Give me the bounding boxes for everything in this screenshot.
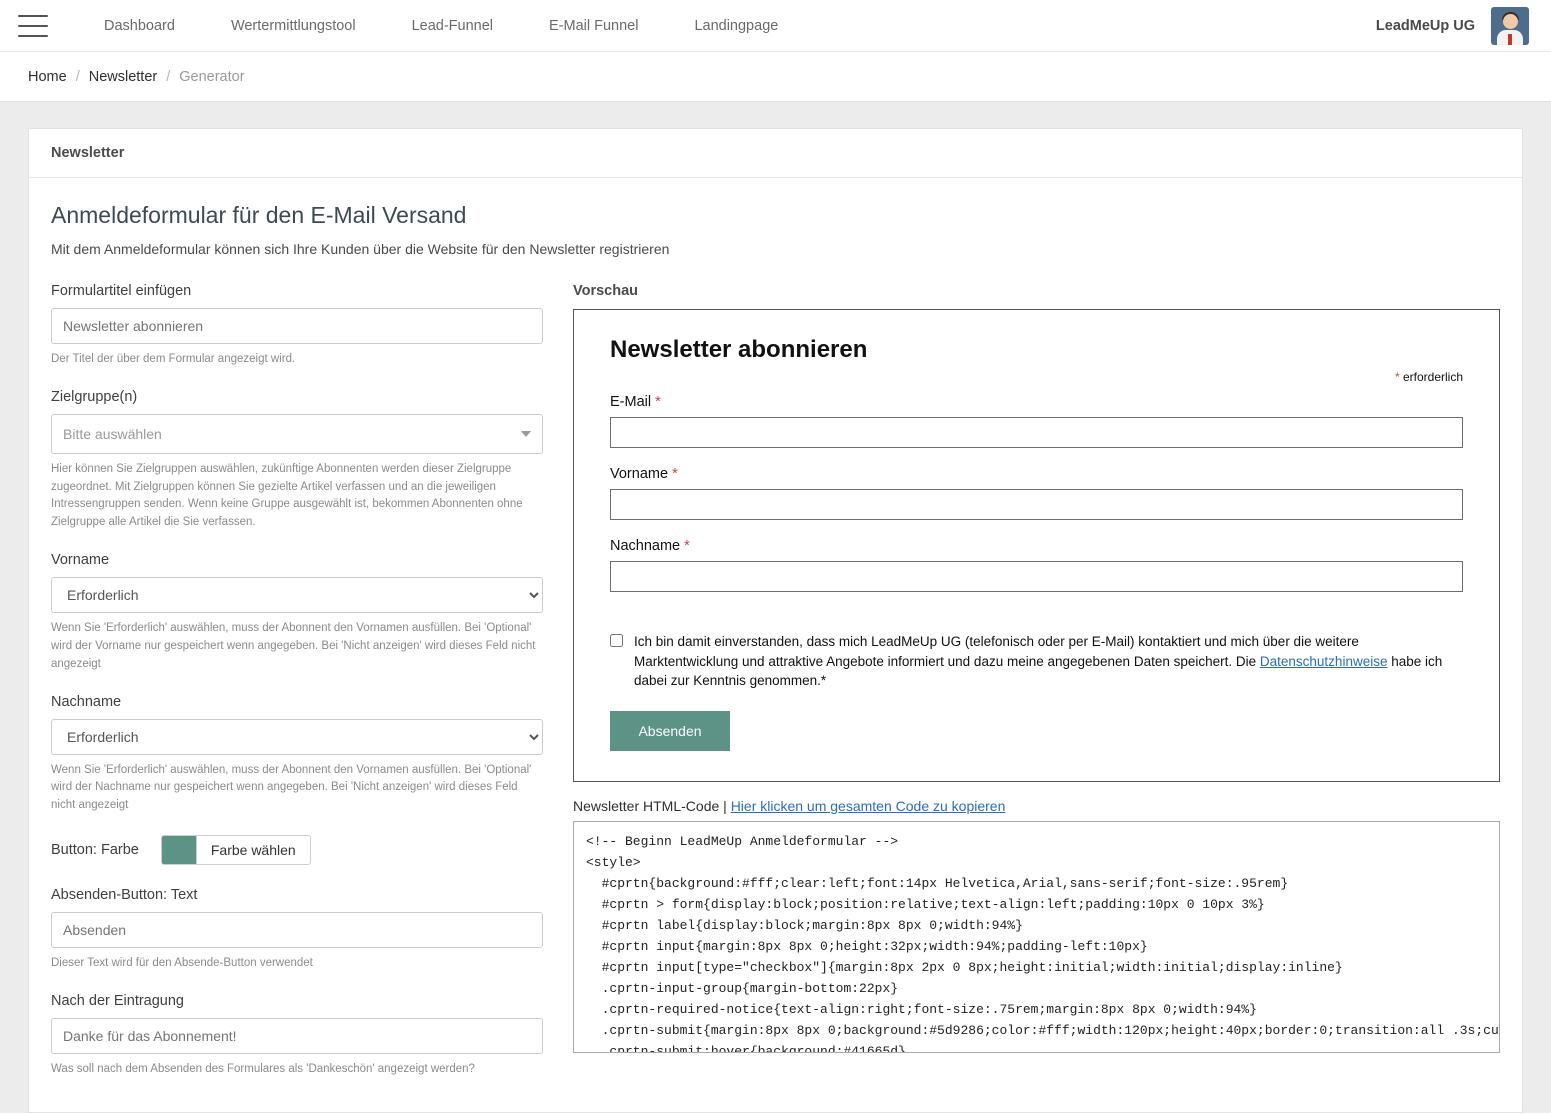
preview-firstname-input[interactable] bbox=[610, 489, 1463, 520]
hamburger-line bbox=[18, 35, 48, 37]
breadcrumb-separator: / bbox=[166, 68, 171, 85]
nav-item-landingpage[interactable]: Landingpage bbox=[694, 17, 779, 34]
preview-lastname-label-text: Nachname bbox=[610, 538, 681, 554]
form-title-label: Formulartitel einfügen bbox=[51, 283, 192, 299]
top-navigation-bar bbox=[0, 0, 1551, 52]
copy-code-link[interactable]: Hier klicken um gesamten Code zu kopieren bbox=[730, 797, 1006, 814]
preview-firstname-label-text: Vorname bbox=[610, 466, 669, 482]
settings-column bbox=[51, 283, 543, 1099]
submit-text-label: Absenden-Button: Text bbox=[51, 886, 198, 903]
firstname-select[interactable] bbox=[51, 577, 543, 613]
nav-item-lead-funnel[interactable]: Lead-Funnel bbox=[411, 17, 493, 34]
card-header: Newsletter bbox=[29, 129, 1522, 178]
breadcrumb bbox=[0, 52, 1551, 102]
lastname-label: Nachname bbox=[51, 693, 122, 710]
consent-row bbox=[610, 632, 1463, 691]
required-notice bbox=[610, 370, 1463, 384]
nav-item-dashboard[interactable]: Dashboard bbox=[104, 17, 175, 34]
account-name: LeadMeUp UG bbox=[1375, 17, 1475, 34]
hamburger-line bbox=[18, 15, 48, 17]
required-notice-text: erforderlich bbox=[1402, 370, 1463, 384]
breadcrumb-home[interactable]: Home bbox=[28, 68, 67, 85]
preview-lastname-input[interactable] bbox=[610, 561, 1463, 592]
target-groups-select[interactable] bbox=[51, 414, 543, 454]
hamburger-menu-icon[interactable] bbox=[18, 15, 48, 37]
privacy-policy-link[interactable]: Datenschutzhinweise bbox=[1259, 653, 1388, 669]
preview-lastname-label bbox=[610, 538, 1463, 554]
target-groups-label: Zielgruppe(n) bbox=[51, 388, 138, 405]
required-star: * bbox=[672, 466, 678, 482]
target-groups-placeholder: Bitte auswählen bbox=[63, 425, 162, 442]
avatar[interactable] bbox=[1491, 7, 1529, 45]
page-title: Anmeldeformular für den E-Mail Versand bbox=[51, 202, 467, 228]
required-star: * bbox=[684, 538, 690, 554]
submit-text-input[interactable] bbox=[51, 912, 543, 948]
preview-firstname-label bbox=[610, 466, 1463, 482]
target-groups-select-wrapper bbox=[51, 414, 543, 454]
preview-label: Vorschau bbox=[573, 283, 639, 299]
two-column-layout bbox=[51, 283, 1500, 1099]
breadcrumb-newsletter[interactable]: Newsletter bbox=[88, 68, 158, 85]
preview-email-label bbox=[610, 394, 1463, 410]
required-star: * bbox=[655, 394, 661, 410]
button-color-row bbox=[51, 835, 543, 865]
choose-color-button[interactable]: Farbe wählen bbox=[196, 835, 311, 865]
after-signup-help: Was soll nach dem Absenden des Formulares als 'Dankeschön' angezeigt werden? bbox=[51, 1062, 475, 1075]
button-color-label: Button: Farbe bbox=[51, 841, 139, 858]
breadcrumb-separator: / bbox=[75, 68, 80, 85]
chevron-down-icon bbox=[521, 431, 531, 437]
lastname-select[interactable] bbox=[51, 719, 543, 755]
page-content bbox=[0, 102, 1551, 1113]
nav-item-wertermittlungstool[interactable]: Wertermittlungstool bbox=[230, 17, 356, 34]
consent-text-part1: Ich bin damit einverstanden, dass mich LeadMeUp UG (telefonisch oder per E-Mail) kontaktiert und mich über die weitere Marktentwicklung und attraktive Angebote informiert und dazu meine angegebenen Daten speichert. Die bbox=[634, 634, 1359, 669]
nav-right-section bbox=[1376, 7, 1529, 45]
consent-text-part2: habe ich dabei zur Kenntnis genommen.* bbox=[634, 653, 1443, 689]
html-code-textarea[interactable] bbox=[573, 821, 1500, 1053]
after-signup-label: Nach der Eintragung bbox=[51, 992, 184, 1009]
code-header-label: Newsletter HTML-Code | bbox=[573, 797, 727, 814]
code-header bbox=[573, 798, 1500, 814]
color-swatch[interactable] bbox=[161, 835, 196, 865]
page-subtitle: Mit dem Anmeldeformular können sich Ihre Kunden über die Website für den Newsletter registrieren bbox=[51, 241, 670, 257]
preview-email-label-text: E-Mail bbox=[610, 394, 652, 410]
preview-submit-button[interactable]: Absenden bbox=[610, 711, 730, 751]
preview-box bbox=[573, 309, 1500, 782]
target-groups-help: Hier können Sie Zielgruppen auswählen, zukünftige Abonnenten werden dieser Zielgruppe zugeordnet. Mit Zielgruppen können Sie gezielte Artikel verfassen und an die jeweiligen Intressengruppen senden. Wenn keine Gruppe ausgewählt ist, bekommen Abonnenten ohne Zielgruppe alle Artikel die Sie verfassen. bbox=[51, 462, 523, 529]
lastname-help: Wenn Sie 'Erforderlich' auswählen, muss der Abonnent den Vornamen ausfüllen. Bei 'Optional' wird der Nachname nur gespeichert wenn angegeben. Bei 'Nicht anzeigen' wird dieses Feld nicht angezeigt bbox=[51, 763, 532, 812]
breadcrumb-generator: Generator bbox=[179, 68, 245, 85]
firstname-help: Wenn Sie 'Erforderlich' auswählen, muss der Abonnent den Vornamen ausfüllen. Bei 'Optional' wird der Vorname nur gespeichert wenn angegeben. Bei 'Nicht anzeigen' wird dieses Feld nicht angezeigt bbox=[51, 622, 536, 670]
form-title-input[interactable] bbox=[51, 308, 543, 344]
newsletter-card bbox=[28, 128, 1523, 1113]
avatar-tie bbox=[1508, 34, 1512, 45]
consent-checkbox[interactable] bbox=[610, 634, 623, 647]
firstname-label: Vorname bbox=[51, 552, 110, 569]
after-signup-input[interactable] bbox=[51, 1018, 543, 1054]
avatar-head bbox=[1503, 14, 1518, 29]
form-title-help: Der Titel der über dem Formular angezeigt wird. bbox=[51, 353, 296, 365]
consent-text bbox=[634, 632, 1463, 691]
submit-text-help: Dieser Text wird für den Absende-Button verwendet bbox=[51, 956, 313, 969]
preview-form-title: Newsletter abonnieren bbox=[610, 336, 868, 363]
required-star: * bbox=[1394, 370, 1400, 384]
nav-item-email-funnel[interactable]: E-Mail Funnel bbox=[549, 17, 639, 34]
nav-items bbox=[76, 0, 806, 52]
card-body bbox=[29, 178, 1522, 1099]
preview-column bbox=[573, 283, 1500, 1099]
hamburger-line bbox=[18, 25, 48, 27]
preview-email-input[interactable] bbox=[610, 417, 1463, 448]
